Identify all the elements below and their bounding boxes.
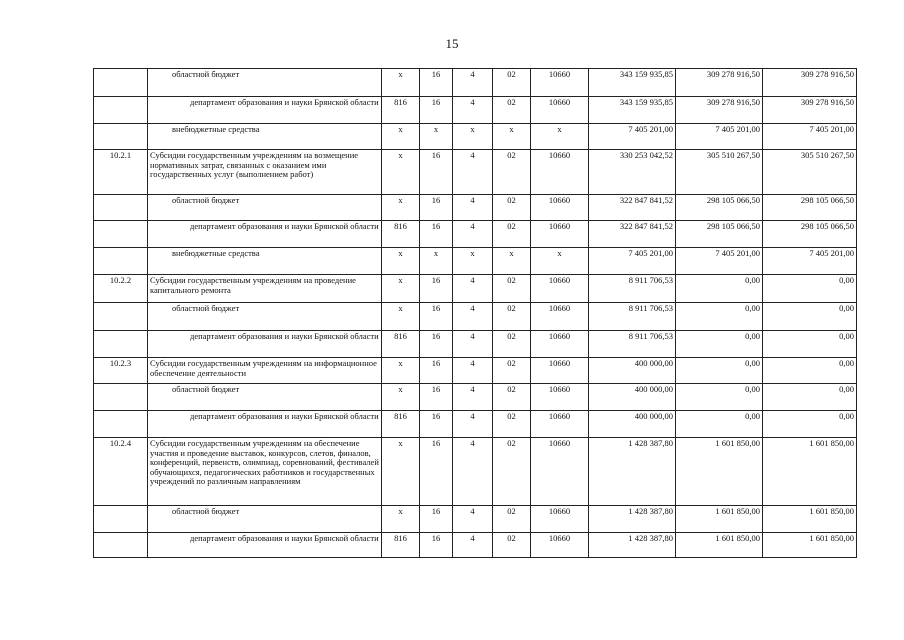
row-name-text: Субсидии государственным учреждениям на проведение капитального ремонта [150, 275, 356, 295]
amount-year-1: 400 000,00 [589, 358, 676, 384]
program-code: 02 [493, 384, 531, 411]
amount-year-2: 7 405 201,00 [676, 248, 763, 275]
row-name-text: областной бюджет [172, 384, 240, 394]
subsection-code: x [453, 124, 493, 150]
target-code: x [531, 124, 589, 150]
amount-year-3: 0,00 [763, 411, 857, 438]
row-name-text: внебюджетные средства [172, 248, 260, 258]
row-name [148, 533, 382, 558]
row-name [148, 275, 382, 303]
amount-year-3: 309 278 916,50 [763, 69, 857, 97]
row-code [94, 411, 148, 438]
table-row [94, 411, 857, 438]
program-code: 02 [493, 506, 531, 533]
target-code: 10660 [531, 303, 589, 331]
amount-year-1: 343 159 935,85 [589, 97, 676, 124]
section-code: 16 [420, 438, 453, 506]
target-code: 10660 [531, 331, 589, 358]
row-name [148, 384, 382, 411]
amount-year-3: 0,00 [763, 384, 857, 411]
row-name-text: областной бюджет [172, 69, 240, 79]
admin-code: x [382, 150, 420, 195]
row-code [94, 331, 148, 358]
subsection-code: 4 [453, 195, 493, 221]
section-code: 16 [420, 533, 453, 558]
amount-year-2: 0,00 [676, 384, 763, 411]
budget-table-body [94, 69, 857, 558]
amount-year-2: 1 601 850,00 [676, 438, 763, 506]
amount-year-3: 309 278 916,50 [763, 97, 857, 124]
subsection-code: 4 [453, 358, 493, 384]
section-code: 16 [420, 384, 453, 411]
admin-code: 816 [382, 533, 420, 558]
subsection-code: 4 [453, 411, 493, 438]
section-code: 16 [420, 358, 453, 384]
table-row [94, 248, 857, 275]
amount-year-1: 322 847 841,52 [589, 221, 676, 248]
amount-year-3: 0,00 [763, 331, 857, 358]
admin-code: x [382, 124, 420, 150]
target-code: 10660 [531, 150, 589, 195]
row-name [148, 303, 382, 331]
subsection-code: 4 [453, 506, 493, 533]
amount-year-2: 1 601 850,00 [676, 533, 763, 558]
row-name-text: Субсидии государственным учреждениям на возмещение нормативных затрат, связанных с оказанием ими государственных услуг (выполнением работ) [150, 150, 359, 179]
section-code: x [420, 124, 453, 150]
amount-year-1: 343 159 935,85 [589, 69, 676, 97]
row-code [94, 533, 148, 558]
row-name [148, 248, 382, 275]
amount-year-2: 1 601 850,00 [676, 506, 763, 533]
amount-year-2: 309 278 916,50 [676, 97, 763, 124]
row-name-text: Субсидии государственным учреждениям на обеспечение участия и проведение выставок, конкурсов, слетов, финалов, конференций, первенств, олимпиад, соревнований, фестивалей обучающихся, педагогических работников и государственных учреждений по различным направлениям [150, 438, 379, 486]
amount-year-2: 0,00 [676, 303, 763, 331]
amount-year-3: 298 105 066,50 [763, 195, 857, 221]
amount-year-2: 305 510 267,50 [676, 150, 763, 195]
row-code: 10.2.2 [94, 275, 148, 303]
target-code: 10660 [531, 533, 589, 558]
target-code: 10660 [531, 358, 589, 384]
admin-code: x [382, 358, 420, 384]
row-name [148, 411, 382, 438]
row-name-text: Субсидии государственным учреждениям на информационное обеспечение деятельности [150, 358, 377, 378]
amount-year-3: 7 405 201,00 [763, 248, 857, 275]
amount-year-1: 330 253 042,52 [589, 150, 676, 195]
table-row [94, 358, 857, 384]
row-name [148, 331, 382, 358]
program-code: 02 [493, 303, 531, 331]
row-name [148, 506, 382, 533]
amount-year-1: 1 428 387,80 [589, 506, 676, 533]
subsection-code: 4 [453, 384, 493, 411]
amount-year-3: 298 105 066,50 [763, 221, 857, 248]
section-code: 16 [420, 69, 453, 97]
row-name-text: департамент образования и науки Брянской области [190, 533, 379, 543]
amount-year-3: 7 405 201,00 [763, 124, 857, 150]
amount-year-2: 309 278 916,50 [676, 69, 763, 97]
row-name-text: департамент образования и науки Брянской области [190, 331, 379, 341]
target-code: 10660 [531, 221, 589, 248]
program-code: 02 [493, 221, 531, 248]
row-name [148, 97, 382, 124]
admin-code: x [382, 248, 420, 275]
admin-code: x [382, 275, 420, 303]
section-code: 16 [420, 150, 453, 195]
table-row [94, 124, 857, 150]
row-name [148, 150, 382, 195]
target-code: 10660 [531, 275, 589, 303]
page-number: 15 [445, 36, 459, 51]
target-code: 10660 [531, 438, 589, 506]
amount-year-1: 8 911 706,53 [589, 275, 676, 303]
program-code: 02 [493, 195, 531, 221]
amount-year-2: 0,00 [676, 411, 763, 438]
table-row [94, 303, 857, 331]
row-name [148, 195, 382, 221]
program-code: 02 [493, 438, 531, 506]
subsection-code: 4 [453, 438, 493, 506]
row-name-text: внебюджетные средства [172, 124, 260, 134]
row-code [94, 69, 148, 97]
section-code: 16 [420, 195, 453, 221]
amount-year-3: 1 601 850,00 [763, 506, 857, 533]
admin-code: 816 [382, 331, 420, 358]
row-code [94, 248, 148, 275]
amount-year-2: 298 105 066,50 [676, 221, 763, 248]
row-name [148, 438, 382, 506]
amount-year-3: 0,00 [763, 358, 857, 384]
row-code [94, 384, 148, 411]
target-code: 10660 [531, 411, 589, 438]
program-code: 02 [493, 150, 531, 195]
amount-year-3: 1 601 850,00 [763, 438, 857, 506]
table-row [94, 506, 857, 533]
section-code: 16 [420, 221, 453, 248]
program-code: 02 [493, 275, 531, 303]
amount-year-1: 400 000,00 [589, 384, 676, 411]
row-name-text: департамент образования и науки Брянской области [190, 97, 379, 107]
program-code: x [493, 124, 531, 150]
subsection-code: 4 [453, 97, 493, 124]
row-name [148, 358, 382, 384]
program-code: 02 [493, 533, 531, 558]
table-row [94, 438, 857, 506]
amount-year-2: 7 405 201,00 [676, 124, 763, 150]
amount-year-1: 8 911 706,53 [589, 331, 676, 358]
amount-year-1: 1 428 387,80 [589, 438, 676, 506]
table-row [94, 384, 857, 411]
section-code: 16 [420, 411, 453, 438]
program-code: 02 [493, 69, 531, 97]
target-code: x [531, 248, 589, 275]
target-code: 10660 [531, 195, 589, 221]
amount-year-1: 1 428 387,80 [589, 533, 676, 558]
row-code [94, 303, 148, 331]
subsection-code: 4 [453, 69, 493, 97]
section-code: 16 [420, 331, 453, 358]
program-code: 02 [493, 358, 531, 384]
table-row [94, 97, 857, 124]
amount-year-3: 0,00 [763, 275, 857, 303]
row-code [94, 195, 148, 221]
table-row [94, 150, 857, 195]
target-code: 10660 [531, 506, 589, 533]
amount-year-1: 7 405 201,00 [589, 248, 676, 275]
admin-code: x [382, 506, 420, 533]
budget-table [93, 68, 857, 558]
admin-code: x [382, 195, 420, 221]
table-row [94, 69, 857, 97]
row-name [148, 69, 382, 97]
amount-year-2: 0,00 [676, 331, 763, 358]
table-row [94, 195, 857, 221]
admin-code: 816 [382, 221, 420, 248]
program-code: 02 [493, 97, 531, 124]
admin-code: 816 [382, 411, 420, 438]
table-row [94, 221, 857, 248]
admin-code: 816 [382, 97, 420, 124]
row-code [94, 97, 148, 124]
table-row [94, 331, 857, 358]
table-row [94, 275, 857, 303]
admin-code: x [382, 384, 420, 411]
subsection-code: 4 [453, 150, 493, 195]
row-code [94, 124, 148, 150]
subsection-code: 4 [453, 533, 493, 558]
target-code: 10660 [531, 384, 589, 411]
amount-year-2: 0,00 [676, 275, 763, 303]
amount-year-1: 400 000,00 [589, 411, 676, 438]
program-code: 02 [493, 331, 531, 358]
row-name-text: департамент образования и науки Брянской области [190, 221, 379, 231]
row-name [148, 124, 382, 150]
amount-year-2: 298 105 066,50 [676, 195, 763, 221]
row-code: 10.2.3 [94, 358, 148, 384]
row-name-text: областной бюджет [172, 506, 240, 516]
section-code: x [420, 248, 453, 275]
amount-year-1: 8 911 706,53 [589, 303, 676, 331]
row-name-text: областной бюджет [172, 303, 240, 313]
row-code: 10.2.4 [94, 438, 148, 506]
subsection-code: 4 [453, 331, 493, 358]
admin-code: x [382, 303, 420, 331]
row-code [94, 506, 148, 533]
target-code: 10660 [531, 97, 589, 124]
row-name-text: областной бюджет [172, 195, 240, 205]
amount-year-1: 7 405 201,00 [589, 124, 676, 150]
row-name-text: департамент образования и науки Брянской области [190, 411, 379, 421]
amount-year-3: 0,00 [763, 303, 857, 331]
amount-year-1: 322 847 841,52 [589, 195, 676, 221]
amount-year-3: 305 510 267,50 [763, 150, 857, 195]
program-code: x [493, 248, 531, 275]
section-code: 16 [420, 275, 453, 303]
amount-year-2: 0,00 [676, 358, 763, 384]
section-code: 16 [420, 303, 453, 331]
target-code: 10660 [531, 69, 589, 97]
subsection-code: 4 [453, 303, 493, 331]
row-code: 10.2.1 [94, 150, 148, 195]
section-code: 16 [420, 506, 453, 533]
admin-code: x [382, 438, 420, 506]
admin-code: x [382, 69, 420, 97]
table-row [94, 533, 857, 558]
row-code [94, 221, 148, 248]
subsection-code: 4 [453, 275, 493, 303]
program-code: 02 [493, 411, 531, 438]
section-code: 16 [420, 97, 453, 124]
subsection-code: x [453, 248, 493, 275]
subsection-code: 4 [453, 221, 493, 248]
amount-year-3: 1 601 850,00 [763, 533, 857, 558]
row-name [148, 221, 382, 248]
